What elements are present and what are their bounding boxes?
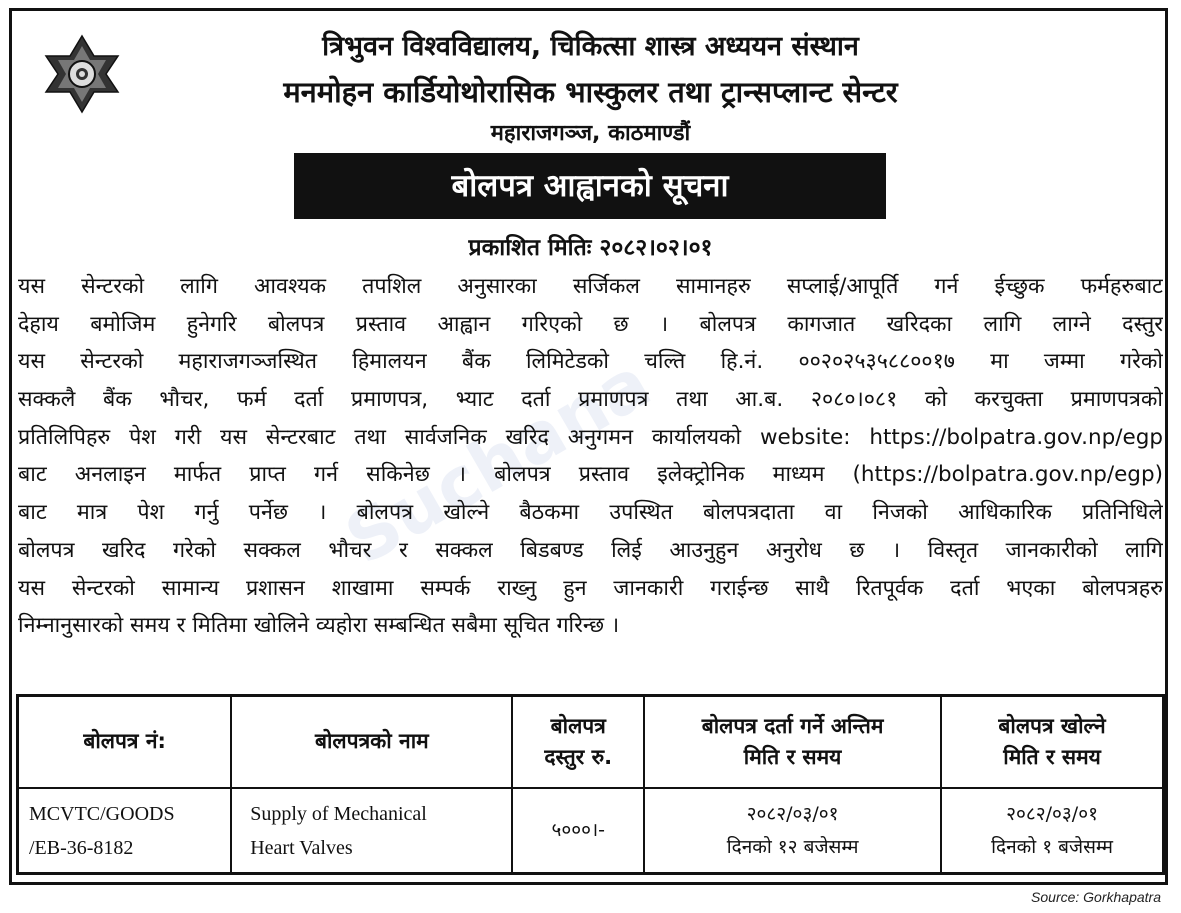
body-line: निम्नानुसारको समय र मितिमा खोलिने व्यहोरा सम्बन्धित सबैमा सूचित गरिन्छ ।	[18, 613, 620, 639]
center-title: मनमोहन कार्डियोथोरासिक भास्कुलर तथा ट्रान्सप्लान्ट सेन्टर	[283, 75, 898, 109]
body-line: बाट मात्र पेश गर्नु पर्नेछ । बोलपत्र खोल्ने बैठकमा उपस्थित बोलपत्रदाता वा निजको आधिकारिक प्रतिनिधिले	[18, 500, 1163, 526]
published-date: प्रकाशित मितिः २०८२।०२।०१	[468, 235, 713, 261]
body-line: सक्कलै बैंक भौचर, फर्म दर्ता प्रमाणपत्र, भ्याट दर्ता प्रमाणपत्र तथा आ.ब. २०८०।०८१ को करचुक्ता प्रमाणपत्रको	[18, 387, 1163, 413]
bid-number: MCVTC/GOODS /EB-36-8182	[18, 788, 232, 874]
col-header-opening-date: बोलपत्र खोल्ने मिति र समय	[941, 696, 1163, 789]
submission-deadline: २०८२/०३/०१ दिनको १२ बजेसम्म	[644, 788, 941, 874]
col-header-bid-name: बोलपत्रको नाम	[231, 696, 512, 789]
university-title: त्रिभुवन विश्वविद्यालय, चिकित्सा शास्त्र अध्ययन संस्थान	[322, 31, 859, 62]
col-header-submission-deadline: बोलपत्र दर्ता गर्ने अन्तिम मिति र समय	[644, 696, 941, 789]
body-line: प्रतिलिपिहरु पेश गरी यस सेन्टरबाट तथा सार्वजनिक खरिद अनुगमन कार्यालयको website: https://bolpatra.gov.np/egp	[18, 424, 1163, 450]
center-location: महाराजगञ्ज, काठमाण्डौं	[490, 121, 691, 146]
body-line: यस सेन्टरको महाराजगञ्जस्थित हिमालयन बैंक लिमिटेडको चल्ति हि.नं. ००२०२५३५८८००१७ मा जम्मा गरेको	[18, 349, 1163, 375]
bid-table	[16, 694, 1165, 875]
col-header-bid-number: बोलपत्र नं:	[18, 696, 232, 789]
opening-date: २०८२/०३/०१ दिनको १ बजेसम्म	[941, 788, 1163, 874]
col-header-bid-fee: बोलपत्र दस्तुर रु.	[512, 696, 644, 789]
table-row	[18, 788, 1164, 874]
body-line: बोलपत्र खरिद गरेको सक्कल भौचर र सक्कल बिडबण्ड लिई आउनुहुन अनुरोध छ । विस्तृत जानकारीको लागि	[18, 537, 1163, 563]
watermark: Suchana	[332, 341, 664, 581]
body-line: बाट अनलाइन मार्फत प्राप्त गर्न सकिनेछ । बोलपत्र प्रस्ताव इलेक्ट्रोनिक माध्यम (https://bolpatra.gov.np/egp)	[18, 462, 1163, 488]
table-header-row	[18, 696, 1164, 789]
bid-name: Supply of Mechanical Heart Valves	[231, 788, 512, 874]
source-credit: Source: Gorkhapatra	[1031, 889, 1161, 905]
body-line: यस सेन्टरको सामान्य प्रशासन शाखामा सम्पर्क राख्नु हुन जानकारी गराईन्छ साथै रितपूर्वक दर्ता भएका बोलपत्रहरु	[18, 575, 1163, 601]
body-line: यस सेन्टरको लागि आवश्यक तपशिल अनुसारका सर्जिकल सामानहरु सप्लाई/आपूर्ति गर्न ईच्छुक फर्महरुबाट	[18, 274, 1163, 299]
notice-banner: बोलपत्र आह्वानको सूचना	[294, 153, 886, 219]
notice-body	[18, 268, 1163, 645]
bid-fee: ५०००।-	[512, 788, 644, 874]
body-line: देहाय बमोजिम हुनेगरि बोलपत्र प्रस्ताव आह्वान गरिएको छ । बोलपत्र कागजात खरिदका लागि लाग्ने दस्तुर	[18, 311, 1163, 337]
